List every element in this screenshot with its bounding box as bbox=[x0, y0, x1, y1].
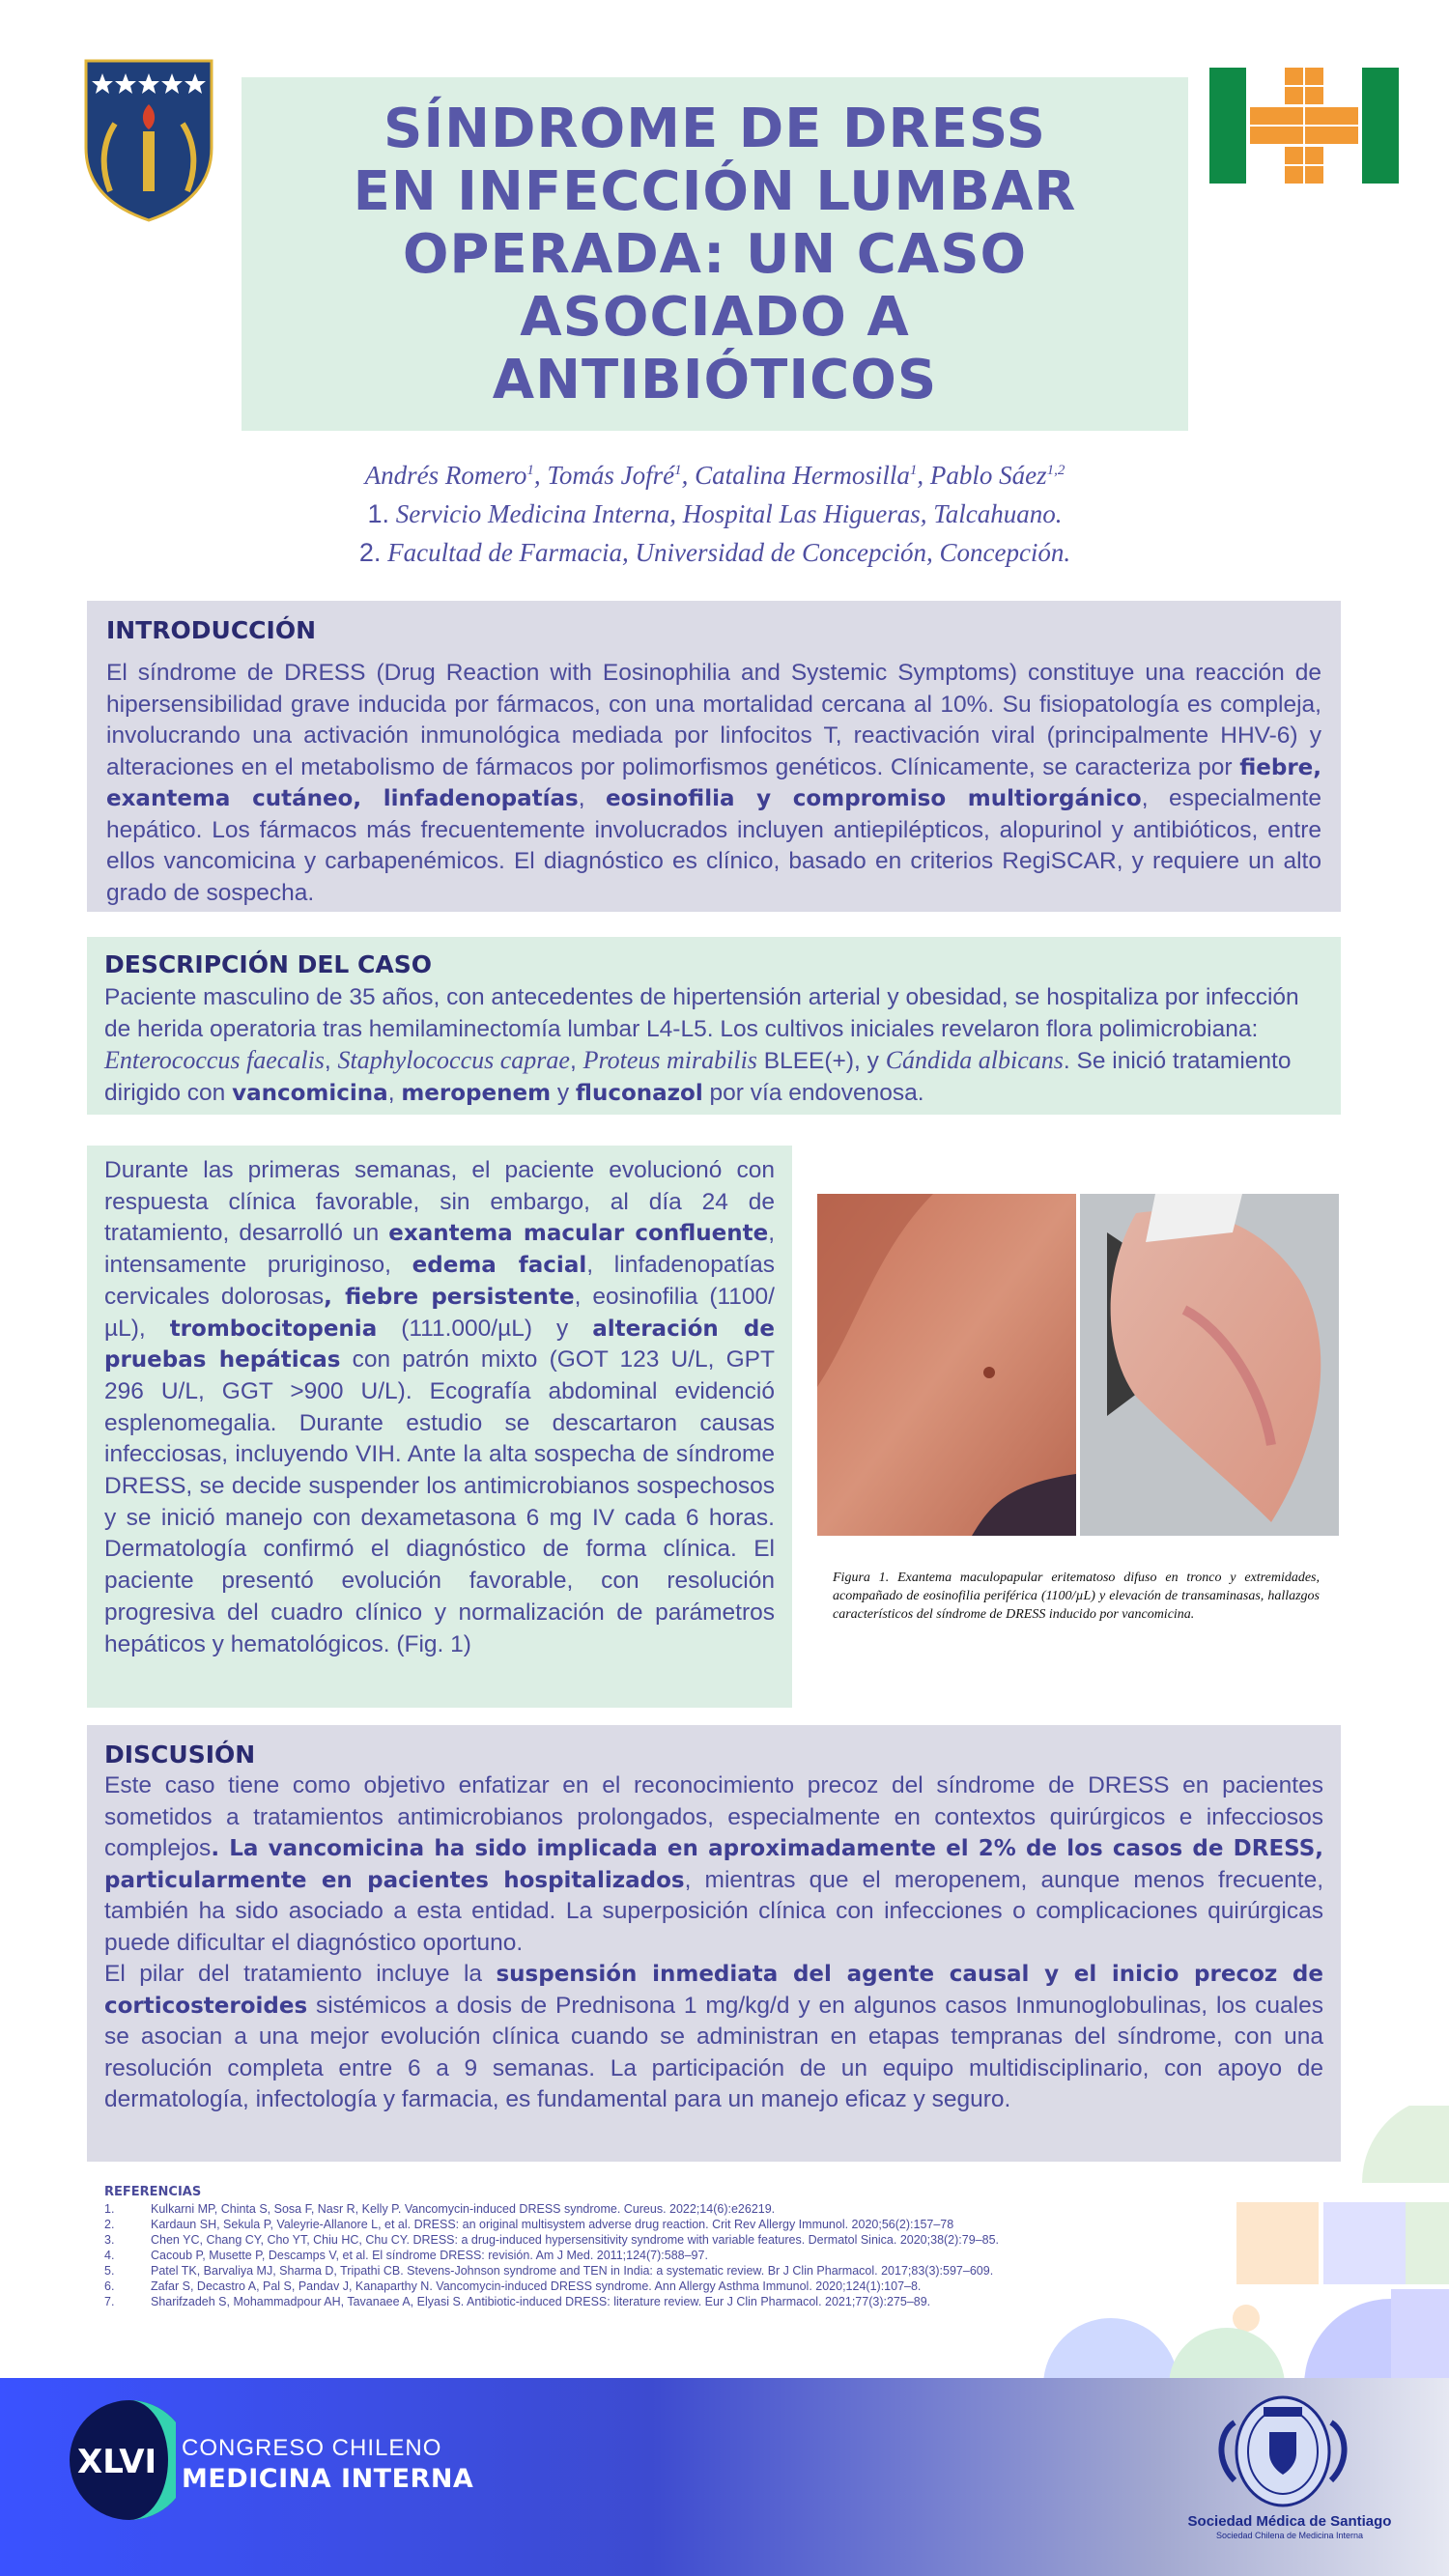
society-subtitle: Sociedad Chilena de Medicina Interna bbox=[1215, 2531, 1364, 2540]
reference-item: 2. Kardaun SH, Sekula P, Valeyrie-Allanore L, et al. DRESS: an original multisystem adverse drug reaction. Crit Rev Allergy Immunol. 2020;56(2):157–78 bbox=[104, 2218, 954, 2231]
title-banner bbox=[242, 77, 1188, 431]
introduction-text: El síndrome de DRESS (Drug Reaction with Eosinophilia and Systemic Symptoms) constituye una reacción de hipersensibilidad grave inducida por fármacos, con una mortalidad cercana al 10%. Su fisiopatología es compleja, involucrando una activación inmunológica mediada por linfocitos T, reactivación viral (principalmente HHV-6) y alteraciones en el metabolismo de fármacos por polimorfismos genéticos. Clínicamente, se caracteriza por fiebre, exantema cutáneo, linfadenopatías, eosinofilia y compromiso multiorgánico, especialmente hepático. Los fármacos más frecuentemente involucrados incluyen antiepilépticos, alopurinol y antibióticos, entre ellos vancomicina y carbapenémicos. El diagnóstico es clínico, basado en criterios RegiSCAR, y requiere un alto grado de sospecha. bbox=[106, 660, 1321, 906]
affiliation-number: 1. bbox=[367, 499, 390, 528]
author-name: Pablo Sáez bbox=[929, 461, 1047, 490]
poster-title: SÍNDROME DE DRESS EN INFECCIÓN LUMBAR OPERADA: UN CASO ASOCIADO A ANTIBIÓTICOS bbox=[353, 97, 1077, 411]
affiliation-number: 2. bbox=[358, 538, 382, 567]
discussion-paragraph-2: El pilar del tratamiento incluye la suspensión inmediata del agente causal y el inicio precoz de corticosteroides sistémicos a dosis de Prednisona 1 mg/kg/d y en algunos casos Inmunoglobulinas, los cuales se asocian a una mejor evolución clínica cuando se administran en etapas tempranas del síndrome, con una resolución completa entre 6 a 9 semanas. La participación de un equipo multidisciplinario, con apoyo de dermatología, infectología y farmacia, es fundamental para un manejo eficaz y seguro. bbox=[104, 1961, 1323, 2112]
congress-name-line1: CONGRESO CHILENO bbox=[182, 2435, 442, 2461]
case-evolution-text: Durante las primeras semanas, el paciente evolucionó con respuesta clínica favorable, sin embargo, al día 24 de tratamiento, desarrolló un exantema macular confluente, intensamente pruriginoso, edema facial, linfadenopatías cervicales dolorosas, fiebre persistente, eosinofilia (1100/µL), trombocitopenia (111.000/µL) y alteración de pruebas hepáticas con patrón mixto (GOT 123 U/L, GPT 296 U/L, GGT >900 U/L). Ecografía abdominal evidenció esplenomegalia. Durante estudio se descartaron causas infecciosas, incluyendo VIH. Ante la alta sospecha de síndrome DRESS, se decide suspender los antimicrobianos sospechosos y se inició manejo con dexametasona 6 mg IV cada 6 horas. Dermatología confirmó el diagnóstico de forma clínica. El paciente presentó evolución favorable, con resolución progresiva del cuadro clínico y normalización de parámetros hepáticos y hematológicos. (Fig. 1) bbox=[104, 1157, 775, 1657]
clinical-photo bbox=[817, 1194, 1339, 1536]
case-description-section bbox=[87, 937, 1341, 1115]
svg-text:XLVI: XLVI bbox=[77, 2443, 157, 2481]
reference-item: 5. Patel TK, Barvaliya MJ, Sharma D, Tripathi CB. Stevens-Johnson syndrome and TEN in India: a systematic review. Br J Clin Pharmacol. 2017;83(3):597–609. bbox=[104, 2264, 994, 2278]
reference-item: 3. Chen YC, Chang CY, Cho YT, Chiu HC, Chu CY. DRESS: a drug-induced hypersensitivity syndrome with variable features. Dermatol Sinica. 2020;38(2):79–85. bbox=[104, 2233, 999, 2247]
references-title: REFERENCIAS bbox=[104, 2185, 202, 2199]
authors-line: Andrés Romero$^1$, Tomás Jofré$^1$, Catalina Hermosilla$^1$, Pablo Sáez$^{1,2}$ bbox=[364, 461, 1065, 490]
hospital-logo bbox=[1209, 68, 1399, 184]
affiliation-text: Servicio Medicina Interna, Hospital Las Higueras, Talcahuano. bbox=[395, 499, 1063, 528]
university-crest-logo bbox=[81, 56, 216, 222]
congress-logo bbox=[70, 2395, 176, 2526]
affiliation-2 bbox=[242, 533, 1188, 572]
reference-item: 1. Kulkarni MP, Chinta S, Sosa F, Nasr R, Kelly P. Vancomycin-induced DRESS syndrome. Cureus. 2022;14(6):e26219. bbox=[104, 2202, 776, 2216]
authors-block bbox=[242, 456, 1188, 572]
introduction-title: INTRODUCCIÓN bbox=[106, 616, 317, 644]
introduction-section bbox=[87, 601, 1341, 912]
congress-name-line2: MEDICINA INTERNA bbox=[182, 2464, 474, 2494]
decorative-shapes bbox=[1043, 2106, 1449, 2386]
author-affiliation-mark: 1 bbox=[909, 463, 918, 478]
author-affiliation-mark: 1,2 bbox=[1046, 463, 1065, 478]
case-evolution-section bbox=[87, 1146, 792, 1708]
affiliation-text: Facultad de Farmacia, Universidad de Concepción, Concepción. bbox=[387, 538, 1071, 567]
discussion-section bbox=[87, 1725, 1341, 2162]
case-description-title: DESCRIPCIÓN DEL CASO bbox=[104, 950, 433, 978]
discussion-title: DISCUSIÓN bbox=[104, 1741, 256, 1769]
reference-item: 7. Sharifzadeh S, Mohammadpour AH, Tavanaee A, Elyasi S. Antibiotic-induced DRESS: literature review. Eur J Clin Pharmacol. 2021;77(3):275–89. bbox=[104, 2295, 931, 2308]
society-name: Sociedad Médica de Santiago bbox=[1187, 2513, 1392, 2530]
affiliation-1 bbox=[242, 495, 1188, 533]
case-description-text: Paciente masculino de 35 años, con antecedentes de hipertensión arterial y obesidad, se hospitaliza por infección de herida operatoria tras hemilaminectomía lumbar L4-L5. Los cultivos iniciales revelaron flora polimicrobiana: Enterococcus faecalis, Staphylococcus caprae, Proteus mirabilis BLEE(+), y Cándida albicans. Se inició tratamiento dirigido con vancomicina, meropenem y fluconazol por vía endovenosa. bbox=[104, 984, 1299, 1106]
reference-item: 4. Cacoub P, Musette P, Descamps V, et al. El síndrome DRESS: revisión. Am J Med. 2011;124(7):588–97. bbox=[104, 2249, 708, 2262]
author-affiliation-mark: 1 bbox=[526, 463, 534, 478]
society-seal-logo bbox=[1206, 2393, 1360, 2509]
author-name: Tomás Jofré bbox=[547, 461, 675, 490]
author-name: Catalina Hermosilla bbox=[695, 461, 910, 490]
figure-caption: Figura 1. Exantema maculopapular eritematoso difuso en tronco y extremidades, acompañado de eosinofilia periférica (1100/µL) y elevación de transaminasas, hallazgos característicos del síndrome de DRESS inducido por vancomicina. bbox=[833, 1571, 1320, 1622]
author-name: Andrés Romero bbox=[364, 461, 527, 490]
reference-item: 6. Zafar S, Decastro A, Pal S, Pandav J, Kanaparthy N. Vancomycin-induced DRESS syndrome. Ann Allergy Asthma Immunol. 2020;124(1):107–8. bbox=[104, 2279, 922, 2293]
references-section bbox=[104, 2185, 1041, 2309]
discussion-paragraph-1: Este caso tiene como objetivo enfatizar en el reconocimiento precoz del síndrome de DRESS en pacientes sometidos a tratamientos antimicrobianos prolongados, especialmente en contextos quirúrgicos e infecciosos complejos. La vancomicina ha sido implicada en aproximadamente el 2% de los casos de DRESS, particularmente en pacientes hospitalizados, mientras que el meropenem, aunque menos frecuente, también ha sido asociado a esta entidad. La superposición clínica con infecciones o complicaciones quirúrgicas puede dificultar el diagnóstico oportuno. bbox=[104, 1772, 1324, 1956]
author-affiliation-mark: 1 bbox=[674, 463, 682, 478]
